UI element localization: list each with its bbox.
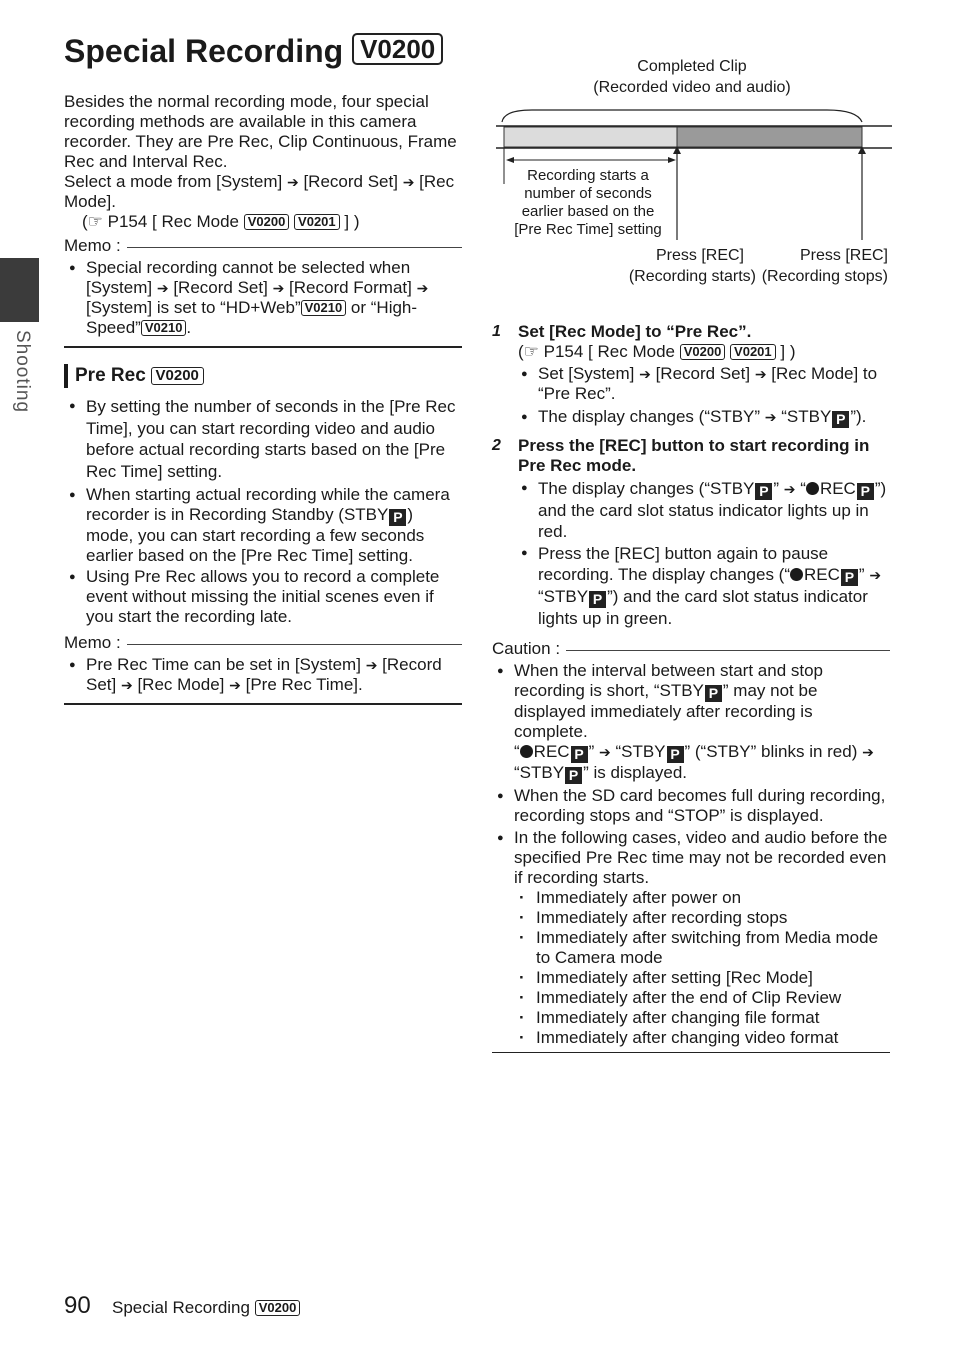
pre-rec-p-icon: P <box>571 746 588 763</box>
note-line: [Pre Rec Time] setting <box>514 221 662 238</box>
page-title <box>64 32 443 70</box>
press-rec-stop-label <box>748 245 888 287</box>
arrow-icon: ➔ <box>783 481 796 497</box>
pre-rec-p-icon: P <box>565 767 582 784</box>
note-line: Recording starts a <box>527 167 649 184</box>
page-title-text: Special Recording <box>64 33 344 69</box>
caution-sublist <box>514 888 890 1048</box>
press-rec-text: Press [REC] <box>799 247 888 264</box>
pre-rec-p-icon: P <box>857 483 874 500</box>
arrow-icon: ➔ <box>754 366 767 382</box>
caution-text: When the interval between start and stop recording is short, “STBY <box>514 661 824 700</box>
section-divider <box>492 1052 890 1053</box>
step-text: Press the [REC] button again to pause recording. The display changes (“ <box>538 544 829 584</box>
arrow-icon: ➔ <box>272 280 285 296</box>
arrow-icon: ➔ <box>862 744 874 760</box>
caution-subitem: · Immediately after power on <box>536 888 890 908</box>
model-badge: V0200 <box>151 367 204 385</box>
step-text: ”) and the card slot status indicator lights up in red. <box>538 479 887 541</box>
press-rec-text: (Recording starts) <box>628 268 756 285</box>
caution-subitem: · Immediately after switching from Media mode to Camera mode <box>536 928 890 968</box>
pre-rec-p-icon: P <box>667 746 684 763</box>
pre-rec-p-icon: P <box>705 685 722 702</box>
arrow-icon: ➔ <box>286 174 299 190</box>
model-badge: V0200 <box>352 33 443 65</box>
note-line: number of seconds <box>524 185 652 202</box>
step-number: 1 <box>492 323 501 340</box>
model-badge: V0200 <box>255 1300 301 1316</box>
step-2 <box>492 436 890 629</box>
heading-bar <box>64 364 68 388</box>
pre-rec-text: ) mode, you can start recording a few seconds earlier based on the [Pre Rec Time] setting. <box>86 505 425 565</box>
arrow-icon: ➔ <box>639 366 651 382</box>
caution-text: “STBY <box>514 763 565 782</box>
record-dot-icon <box>790 568 803 581</box>
footer-title <box>112 1298 300 1318</box>
pre-rec-text: When starting actual recording while the camera recorder is in Recording Standby (STBY <box>86 485 450 524</box>
caution-text: ” is displayed. <box>583 763 687 782</box>
intro-page-reference <box>64 212 462 232</box>
left-column <box>64 92 462 705</box>
caution-text: “ <box>514 742 520 761</box>
caution-subitem: · Immediately after setting [Rec Mode] <box>536 968 890 988</box>
caution-rule <box>566 650 890 651</box>
step-text: ”). <box>850 407 867 426</box>
record-dot-icon <box>806 482 819 495</box>
menu-path-system: Select a mode from [System] <box>64 172 283 191</box>
step-bullet <box>538 478 890 542</box>
pre-rec-timeline-diagram <box>492 54 892 294</box>
press-rec-text: (Recording stops) <box>761 268 888 285</box>
arrow-icon: ➔ <box>120 677 133 693</box>
memo-text: [System] is set to “HD+Web” <box>86 298 301 317</box>
pre-rec-item: ● By setting the number of seconds in the [Pre Rec Time], you can start recording video and audio before actual recording starts based on the [Pre Rec Time] setting. <box>86 396 462 482</box>
caution-subitem: · Immediately after changing file format <box>536 1008 890 1028</box>
pre-rec-title: Pre Rec <box>75 365 146 386</box>
step-text: “STBY <box>781 407 832 426</box>
section-tab-marker <box>0 258 39 322</box>
memo-list <box>64 655 462 695</box>
caution-item <box>514 828 890 1048</box>
reference-text: (☞ P154 [ Rec Mode <box>82 212 239 231</box>
step-text: “ <box>800 479 806 498</box>
memo-heading <box>64 633 462 653</box>
step-text: REC <box>804 565 840 584</box>
memo-rule <box>127 247 462 248</box>
pre-rec-p-icon: P <box>589 591 606 608</box>
caution-heading <box>492 639 890 659</box>
arrow-icon: ➔ <box>156 280 169 296</box>
caution-text: REC <box>533 742 570 761</box>
press-rec-start-label <box>598 245 756 287</box>
model-badge: V0210 <box>301 300 347 316</box>
step-bullets <box>518 478 890 629</box>
menu-path-rec-mode: [Rec Mode]. <box>64 172 455 211</box>
pre-rec-item <box>86 485 462 566</box>
model-badge: V0201 <box>730 344 776 360</box>
caution-text: ” <box>588 742 595 761</box>
arrow-icon: ➔ <box>598 744 611 760</box>
caution-subitem: · Immediately after recording stops <box>536 908 890 928</box>
memo-text: . <box>186 318 192 337</box>
span-arrow-right-icon <box>668 157 676 163</box>
actual-recording-segment <box>677 127 862 147</box>
step-text: [Rec Mode] to “Pre Rec”. <box>538 364 878 403</box>
model-badge: V0200 <box>244 214 290 230</box>
memo-text: Pre Rec Time can be set in [System] <box>86 655 361 674</box>
caution-list <box>492 661 890 1048</box>
caution-subitem: · Immediately after the end of Clip Review <box>536 988 890 1008</box>
caution-item <box>514 661 890 784</box>
caution-subitem: · Immediately after changing video format <box>536 1028 890 1048</box>
arrow-icon: ➔ <box>869 567 882 583</box>
pre-rec-item: ● Using Pre Rec allows you to record a complete event without missing the initial scenes even if you start the recording late. <box>86 567 462 627</box>
step-bullets <box>518 364 890 428</box>
memo-item <box>86 655 462 695</box>
caution-text: ” (“STBY” blinks in red) <box>684 742 858 761</box>
press-rec-text: Press [REC] <box>655 247 744 264</box>
intro-select-path <box>64 172 462 212</box>
intro-paragraph: Besides the normal recording mode, four special recording methods are available in this camera recorder. They are Pre Rec, Clip Continuous, Frame Rec and Interval Rec. <box>64 92 457 171</box>
arrow-icon: ➔ <box>365 657 378 673</box>
step-text: ”) and the card slot status indicator lights up in green. <box>538 587 868 628</box>
memo-text: [Record Set] <box>173 278 268 297</box>
page-number: 90 <box>64 1292 91 1319</box>
caution-text: “STBY <box>615 742 666 761</box>
pre-rec-note <box>506 167 670 239</box>
step-text: REC <box>819 479 856 498</box>
completed-clip-title: Completed Clip <box>637 58 747 75</box>
section-divider <box>64 703 462 705</box>
memo-item <box>86 258 462 338</box>
step-reference <box>518 342 890 362</box>
step-number: 2 <box>492 437 501 454</box>
pre-rec-p-icon: P <box>755 483 772 500</box>
model-badge: V0210 <box>141 320 187 336</box>
menu-path-record-set: [Record Set] <box>303 172 398 191</box>
memo-list <box>64 258 462 338</box>
step-bullet <box>538 364 890 404</box>
memo-label: Memo : <box>64 633 121 652</box>
record-dot-icon <box>520 745 533 758</box>
pre-rec-p-icon: P <box>832 411 849 428</box>
pre-rec-p-icon: P <box>389 509 406 526</box>
section-tab-label: Shooting <box>12 330 33 414</box>
step-title: Press the [REC] button to start recording in Pre Rec mode. <box>518 436 870 475</box>
arrow-icon: ➔ <box>416 280 429 296</box>
caution-text: In the following cases, video and audio before the specified Pre Rec time may not be recorded even if recording starts. <box>514 828 888 887</box>
reference-text-end: ] ) <box>780 342 796 361</box>
step-bullet <box>538 407 890 428</box>
memo-text: [Record Set] <box>86 655 442 694</box>
memo-text: [Rec Mode] <box>137 675 225 694</box>
model-badge: V0201 <box>294 214 340 230</box>
pre-rec-p-icon: P <box>841 569 858 586</box>
arrow-icon: ➔ <box>229 677 241 693</box>
pre-rec-heading <box>64 364 462 388</box>
memo-label: Memo : <box>64 236 121 255</box>
memo-text: [Record Format] <box>289 278 412 297</box>
step-text: ” <box>858 565 865 584</box>
memo-heading <box>64 236 462 256</box>
pre-rec-segment <box>504 127 677 147</box>
reference-text: (☞ P154 [ Rec Mode <box>518 342 675 361</box>
caution-label: Caution : <box>492 639 561 658</box>
model-badge: V0200 <box>680 344 726 360</box>
step-text: The display changes (“STBY <box>538 479 755 498</box>
caution-text: ” may not be displayed immediately after recording is complete. <box>514 681 818 741</box>
arrow-icon: ➔ <box>764 409 777 425</box>
step-1 <box>492 322 890 428</box>
reference-text-end: ] ) <box>344 212 360 231</box>
note-line: earlier based on the <box>521 203 655 220</box>
clip-brace <box>502 110 862 122</box>
step-text: The display changes (“STBY” <box>538 407 761 426</box>
memo-text: [Pre Rec Time]. <box>245 675 363 694</box>
step-text: Set [System] <box>538 364 635 383</box>
arrow-icon: ➔ <box>402 174 415 190</box>
caution-item: ● When the SD card becomes full during recording, recording stops and “STOP” is displayed. <box>514 786 890 826</box>
memo-text: or “High-Speed” <box>86 298 418 337</box>
step-bullet <box>538 543 890 629</box>
step-text: “STBY <box>538 587 589 606</box>
step-text: ” <box>773 479 780 498</box>
footer-title-text: Special Recording <box>112 1298 250 1317</box>
memo-text: Special recording cannot be selected when [System] <box>86 258 411 297</box>
right-column <box>492 322 890 1053</box>
step-text: [Record Set] <box>655 364 751 383</box>
completed-clip-subtitle: (Recorded video and audio) <box>593 79 791 96</box>
span-arrow-left-icon <box>506 157 514 163</box>
step-title: Set [Rec Mode] to “Pre Rec”. <box>518 322 752 341</box>
pre-rec-list <box>64 396 462 627</box>
memo-rule <box>127 644 462 645</box>
section-divider <box>64 346 462 348</box>
